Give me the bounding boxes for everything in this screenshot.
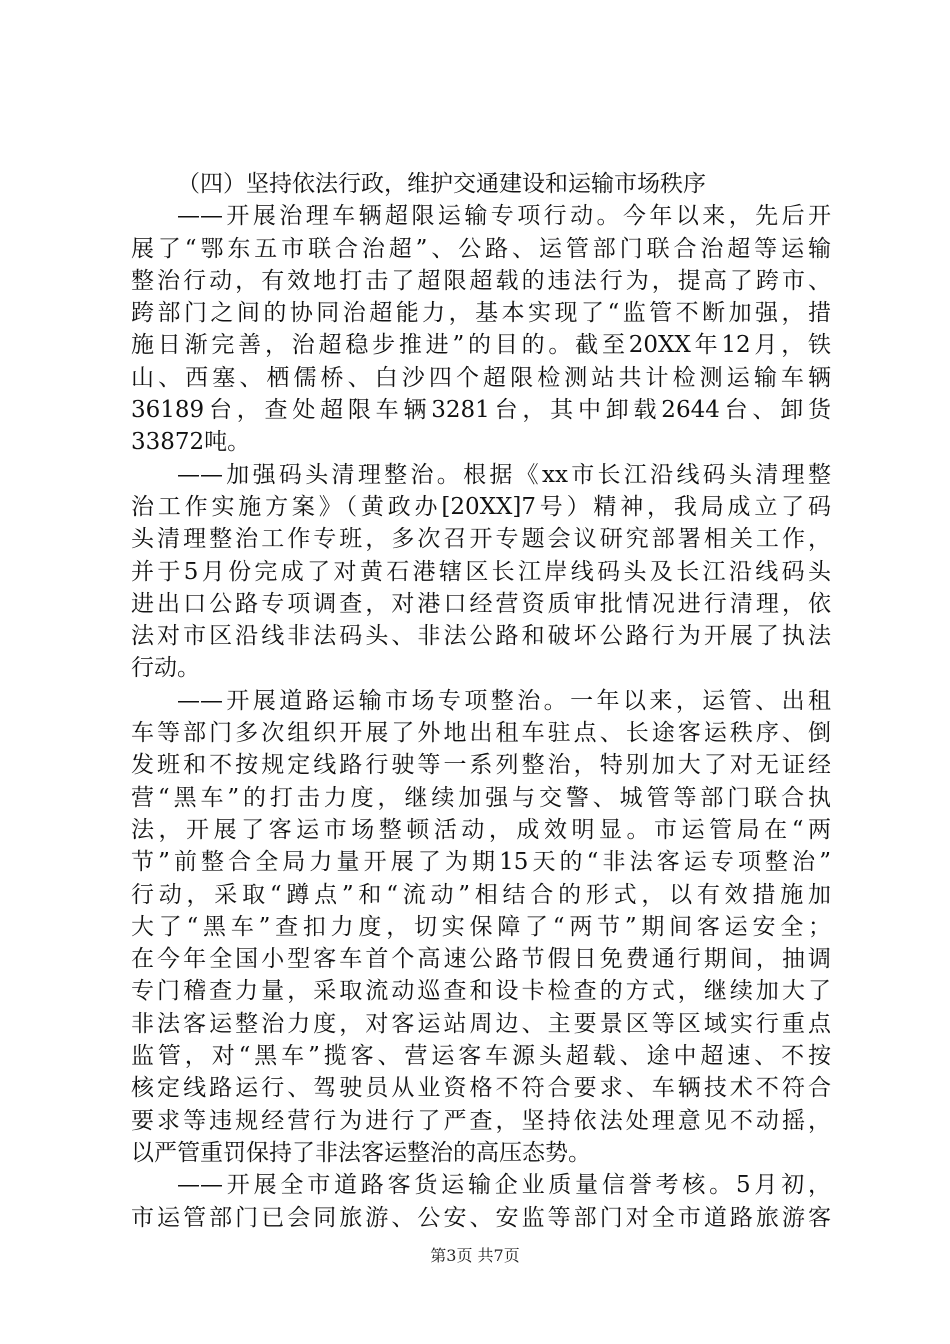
text-line: 要求等违规经营行为进行了严查，坚持依法处理意见不动摇，	[131, 1107, 831, 1134]
text-line: ——开展治理车辆超限运输专项行动。今年以来，先后开	[177, 203, 831, 230]
text-line: 33872吨。	[131, 429, 251, 456]
document-body	[131, 168, 831, 1234]
text-line: 节”前整合全局力量开展了为期15天的“非法客运专项整治”	[131, 849, 831, 876]
text-line: （四）坚持依法行政，维护交通建设和运输市场秩序	[177, 171, 706, 197]
text-line: 行动。	[131, 655, 200, 682]
text-line: 36189台，查处超限车辆3281台，其中卸载2644台、卸货	[131, 397, 831, 424]
text-line: 以严管重罚保持了非法客运整治的高压态势。	[131, 1139, 591, 1166]
text-line: 山、西塞、栖儒桥、白沙四个超限检测站共计检测运输车辆	[131, 364, 831, 391]
text-line: 行动，采取“蹲点”和“流动”相结合的形式，以有效措施加	[131, 881, 831, 908]
text-line: 头清理整治工作专班，多次召开专题会议研究部署相关工作，	[131, 526, 831, 553]
text-line: ——加强码头清理整治。根据《xx市长江沿线码头清理整	[177, 461, 831, 488]
text-line: 监管，对“黑车”揽客、营运客车源头超载、途中超速、不按	[131, 1043, 831, 1070]
text-line: 跨部门之间的协同治超能力，基本实现了“监管不断加强，措	[131, 300, 831, 327]
text-line: 非法客运整治力度，对客运站周边、主要景区等区域实行重点	[131, 1010, 831, 1037]
text-line: 法对市区沿线非法码头、非法公路和破坏公路行为开展了执法	[131, 623, 831, 650]
text-line: 在今年全国小型客车首个高速公路节假日免费通行期间，抽调	[131, 946, 831, 973]
text-line: 治工作实施方案》（黄政办[20XX]7号）精神，我局成立了码	[131, 493, 831, 520]
text-line: 施日渐完善，治超稳步推进”的目的。截至20XX年12月，铁	[131, 332, 831, 359]
text-line: 核定线路运行、驾驶员从业资格不符合要求、车辆技术不符合	[131, 1075, 831, 1102]
text-line: 进出口公路专项调查，对港口经营资质审批情况进行清理，依	[131, 590, 831, 617]
text-line: ——开展全市道路客货运输企业质量信誉考核。5月初，	[177, 1172, 831, 1199]
text-line: 专门稽查力量，采取流动巡查和设卡检查的方式，继续加大了	[131, 978, 831, 1005]
text-line: 展了“鄂东五市联合治超”、公路、运管部门联合治超等运输	[131, 235, 831, 262]
text-line: 营“黑车”的打击力度，继续加强与交警、城管等部门联合执	[131, 784, 831, 811]
text-line: 市运管部门已会同旅游、公安、安监等部门对全市道路旅游客	[131, 1204, 831, 1231]
text-line: 整治行动，有效地打击了超限超载的违法行为，提高了跨市、	[131, 267, 831, 294]
text-line: 车等部门多次组织开展了外地出租车驻点、长途客运秩序、倒	[131, 720, 831, 747]
text-line: 大了“黑车”查扣力度，切实保障了“两节”期间客运安全；	[131, 913, 831, 940]
text-line: 发班和不按规定线路行驶等一系列整治，特别加大了对无证经	[131, 752, 831, 779]
text-line: 并于5月份完成了对黄石港辖区长江岸线码头及长江沿线码头	[131, 558, 831, 585]
text-line: ——开展道路运输市场专项整治。一年以来，运管、出租	[177, 687, 831, 714]
text-line: 法，开展了客运市场整顿活动，成效明显。市运管局在“两	[131, 816, 831, 843]
page-footer: 第3页 共7页	[430, 1246, 520, 1265]
